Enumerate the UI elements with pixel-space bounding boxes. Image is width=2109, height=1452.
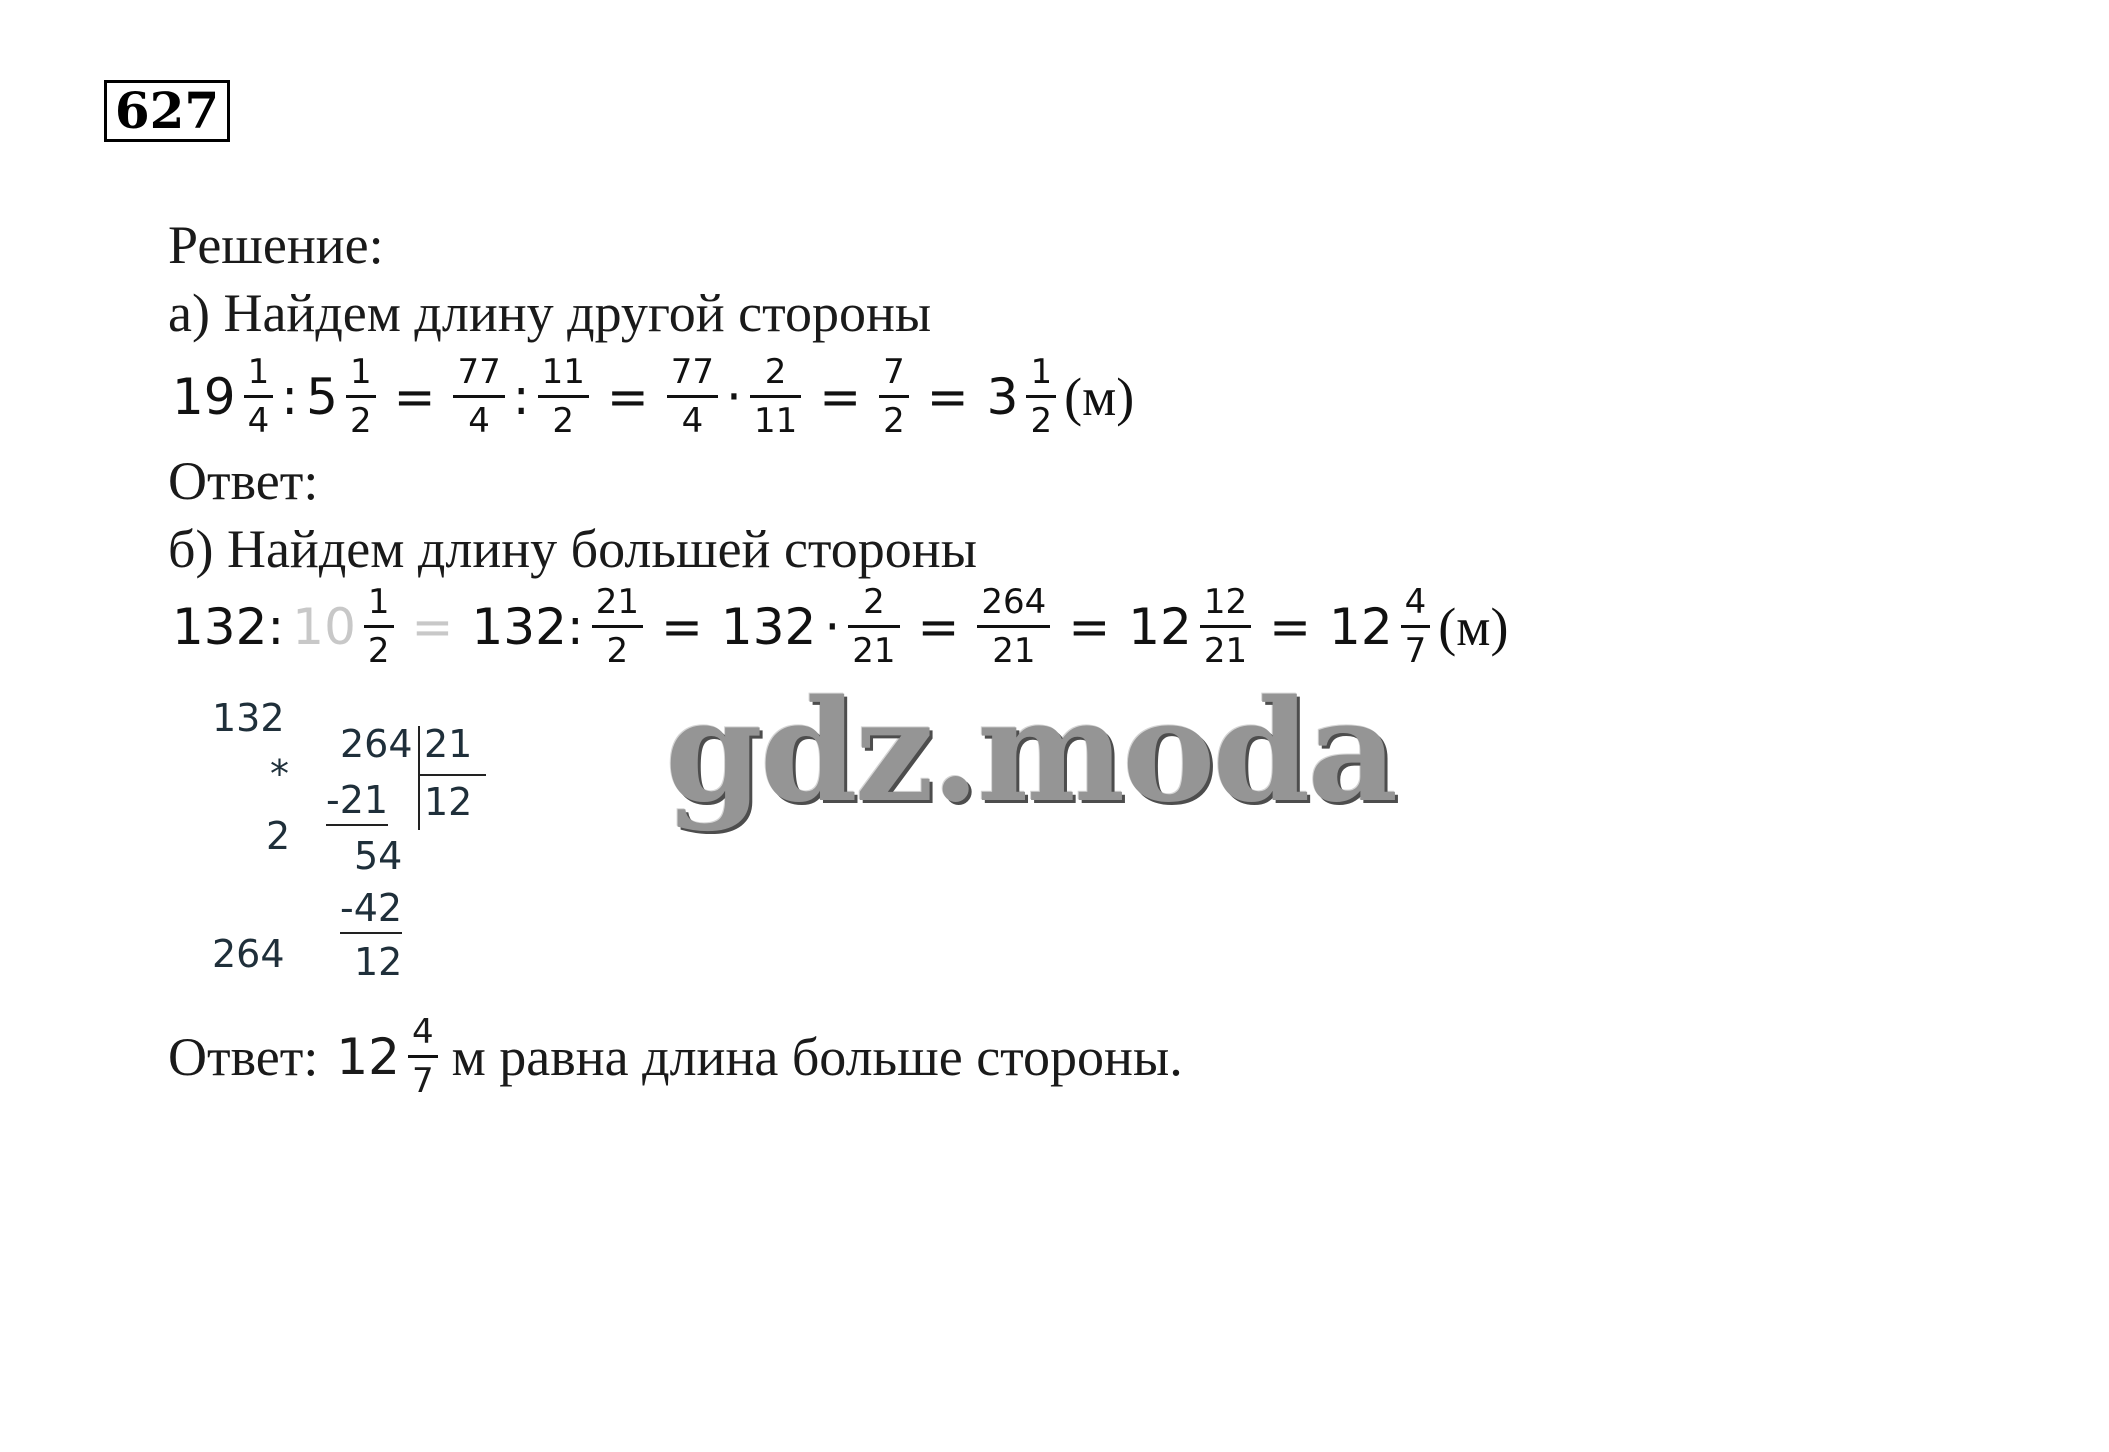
- fraction: [1200, 582, 1251, 671]
- division-dividend: 264: [340, 722, 413, 766]
- fraction-bar: [750, 395, 801, 398]
- number: 5: [306, 367, 338, 426]
- denominator: 11: [753, 401, 798, 441]
- number: 132:: [471, 597, 584, 656]
- answer-label: Ответ:: [168, 1026, 319, 1087]
- denominator: 7: [1404, 631, 1427, 671]
- denominator: 21: [1203, 631, 1248, 671]
- denominator: 2: [552, 401, 575, 441]
- equals-sign: =: [1269, 597, 1312, 656]
- fraction-bar: [364, 625, 394, 628]
- number: 19: [172, 367, 236, 426]
- mult-sign: *: [270, 752, 289, 796]
- fraction: [244, 352, 274, 441]
- part-b-answer: [168, 1012, 1183, 1101]
- equals-sign: =: [917, 597, 960, 656]
- division-remainder: 12: [354, 940, 403, 984]
- part-a-expression: [168, 352, 1138, 441]
- operator: ·: [824, 597, 841, 656]
- part-a-answer-label: Ответ:: [168, 451, 319, 511]
- fraction: [848, 582, 899, 671]
- part-a-heading: а) Найдем длину другой стороны: [168, 283, 932, 343]
- equals-sign: =: [819, 367, 862, 426]
- solution-label: Решение:: [168, 215, 384, 275]
- number: 132: [720, 597, 817, 656]
- denominator: 7: [411, 1061, 434, 1101]
- equals-sign: =: [393, 367, 436, 426]
- division-quotient: 12: [424, 780, 473, 824]
- number: 12: [1329, 597, 1393, 656]
- fraction-bar: [408, 1055, 438, 1058]
- numerator: 2: [863, 582, 885, 622]
- denominator: 4: [681, 401, 704, 441]
- numerator: 1: [367, 582, 390, 622]
- equals-sign: =: [606, 367, 649, 426]
- fraction: [538, 352, 589, 441]
- numerator: 264: [981, 582, 1047, 622]
- fraction: [592, 582, 643, 671]
- numerator: 1: [247, 352, 270, 392]
- division-step-subtract-1: -21: [326, 778, 388, 826]
- numerator: 4: [1404, 582, 1427, 622]
- denominator: 2: [606, 631, 629, 671]
- division-vertical-line: [418, 726, 420, 830]
- part-b-expression: [168, 582, 1512, 671]
- numerator: 21: [595, 582, 639, 622]
- division-step-subtract-2: -42: [340, 886, 402, 934]
- fraction-bar: [1401, 625, 1431, 628]
- fraction-bar: [848, 625, 899, 628]
- mult-result: 264: [212, 932, 285, 976]
- fraction-bar: [667, 395, 718, 398]
- fraction: [667, 352, 718, 441]
- numerator: 4: [411, 1012, 434, 1052]
- numerator: 2: [764, 352, 787, 392]
- number: 12: [1128, 597, 1192, 656]
- fraction-bar: [453, 395, 504, 398]
- denominator: 2: [367, 631, 390, 671]
- part-b-heading: б) Найдем длину большей стороны: [168, 519, 977, 579]
- number: 3: [986, 367, 1019, 426]
- answer-text: м равна длина больше стороны.: [451, 1026, 1183, 1087]
- watermark-logo: gdz.moda: [665, 670, 1396, 834]
- denominator: 21: [852, 631, 896, 671]
- fraction-bar: [879, 395, 909, 398]
- number: 132:: [172, 597, 285, 656]
- fraction: [879, 352, 909, 441]
- numerator: 77: [457, 352, 501, 392]
- equals-sign: =: [1068, 597, 1111, 656]
- numerator: 1: [1030, 352, 1053, 392]
- fraction: [346, 352, 376, 441]
- number: 10: [292, 597, 356, 656]
- numerator: 1: [349, 352, 372, 392]
- problem-number-box: 627: [104, 80, 230, 142]
- division-step-partial: 54: [354, 834, 403, 878]
- denominator: 2: [883, 401, 905, 441]
- division-divisor: 21: [424, 722, 473, 766]
- denominator: 2: [349, 401, 372, 441]
- fraction-bar: [977, 625, 1050, 628]
- unit-label: (м): [1438, 596, 1509, 657]
- equals-sign: =: [926, 367, 969, 426]
- operator: ·: [726, 367, 742, 426]
- fraction: [364, 582, 394, 671]
- answer-whole: 12: [336, 1027, 400, 1086]
- fraction: [977, 582, 1050, 671]
- fraction-bar: [1026, 395, 1056, 398]
- fraction: [453, 352, 504, 441]
- fraction-bar: [244, 395, 274, 398]
- answer-fraction: [408, 1012, 438, 1101]
- mult-top-number: 132: [212, 696, 285, 740]
- denominator: 4: [247, 401, 270, 441]
- numerator: 7: [883, 352, 905, 392]
- unit-label: (м): [1064, 366, 1135, 427]
- fraction-bar: [592, 625, 643, 628]
- numerator: 77: [670, 352, 715, 392]
- denominator: 4: [468, 401, 490, 441]
- fraction: [1026, 352, 1056, 441]
- fraction-bar: [538, 395, 589, 398]
- fraction: [1401, 582, 1431, 671]
- fraction-bar: [1200, 625, 1251, 628]
- numerator: 12: [1203, 582, 1248, 622]
- equals-sign: =: [661, 597, 703, 656]
- operator: :: [281, 367, 299, 426]
- division-horizontal-line: [418, 774, 486, 776]
- fraction: [750, 352, 801, 441]
- fraction-bar: [346, 395, 376, 398]
- numerator: 11: [541, 352, 585, 392]
- equals-sign: =: [411, 597, 454, 656]
- denominator: 2: [1030, 401, 1053, 441]
- operator: :: [512, 367, 530, 426]
- mult-multiplier: 2: [266, 814, 291, 858]
- denominator: 21: [992, 631, 1036, 671]
